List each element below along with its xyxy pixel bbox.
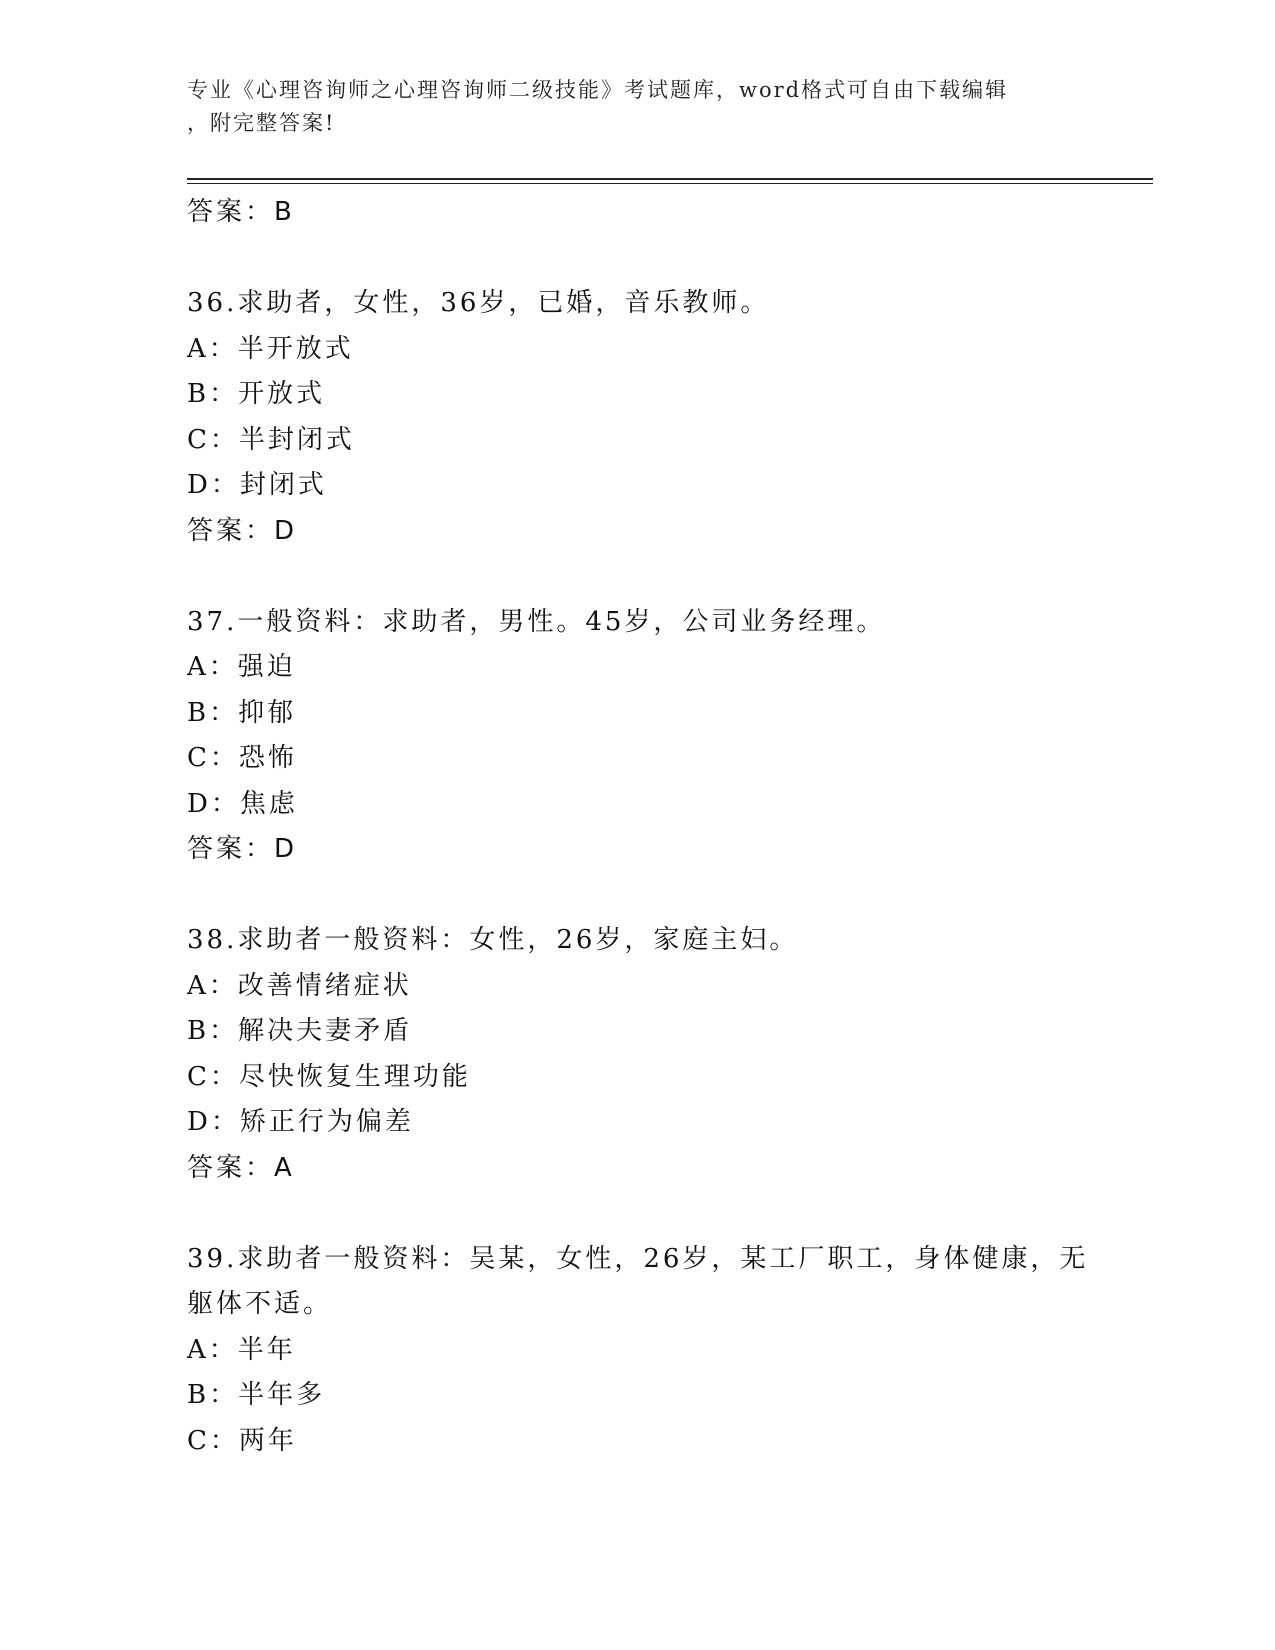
spacer (187, 1191, 1117, 1237)
header-divider-thin (187, 183, 1153, 184)
option-c: C：两年 (187, 1425, 297, 1456)
question-stem-line-2: 躯体不适。 (187, 1289, 333, 1319)
option-d: D：焦虑 (187, 788, 298, 819)
header-title-line-2: ，附完整答案! (187, 111, 336, 135)
option-a: A：半年 (187, 1334, 296, 1365)
option-b: B：抑郁 (187, 697, 297, 728)
option-a: A：改善情绪症状 (187, 970, 412, 1001)
question-list (187, 190, 1117, 1464)
option-d: D：矫正行为偏差 (187, 1107, 414, 1137)
question-stem: 38.求助者一般资料：女性，26岁，家庭主妇。 (187, 925, 799, 955)
option-d: D：封闭式 (187, 470, 327, 500)
header-title-line-1: 专业《心理咨询师之心理咨询师二级技能》考试题库，word格式可自由下载编辑 (187, 78, 1009, 102)
option-b: B：开放式 (187, 379, 326, 409)
previous-answer: 答案：B (187, 197, 295, 227)
answer-label: 答案：A (187, 1152, 295, 1183)
option-a: A：强迫 (187, 652, 296, 682)
option-b: B：解决夫妻矛盾 (187, 1016, 413, 1046)
question-stem-line-1: 39.求助者一般资料：吴某，女性，26岁，某工厂职工，身体健康，无 (187, 1243, 1089, 1274)
option-a: A：半开放式 (187, 333, 354, 364)
question-stem: 37.一般资料：求助者，男性。45岁，公司业务经理。 (187, 606, 886, 637)
question-36 (187, 281, 1117, 554)
spacer (187, 873, 1117, 919)
document-header (187, 74, 1067, 140)
option-c: C：半封闭式 (187, 424, 355, 455)
question-stem: 36.求助者，女性，36岁，已婚，音乐教师。 (187, 288, 770, 318)
spacer (187, 236, 1117, 282)
spacer (187, 554, 1117, 600)
option-b: B：半年多 (187, 1380, 326, 1410)
header-divider-thick (187, 178, 1153, 180)
question-39 (187, 1237, 1117, 1465)
answer-label: 答案：D (187, 515, 298, 546)
answer-label: 答案：D (187, 834, 298, 864)
option-c: C：尽快恢复生理功能 (187, 1061, 471, 1092)
question-38 (187, 918, 1117, 1191)
option-c: C：恐怖 (187, 743, 297, 773)
question-37 (187, 600, 1117, 873)
